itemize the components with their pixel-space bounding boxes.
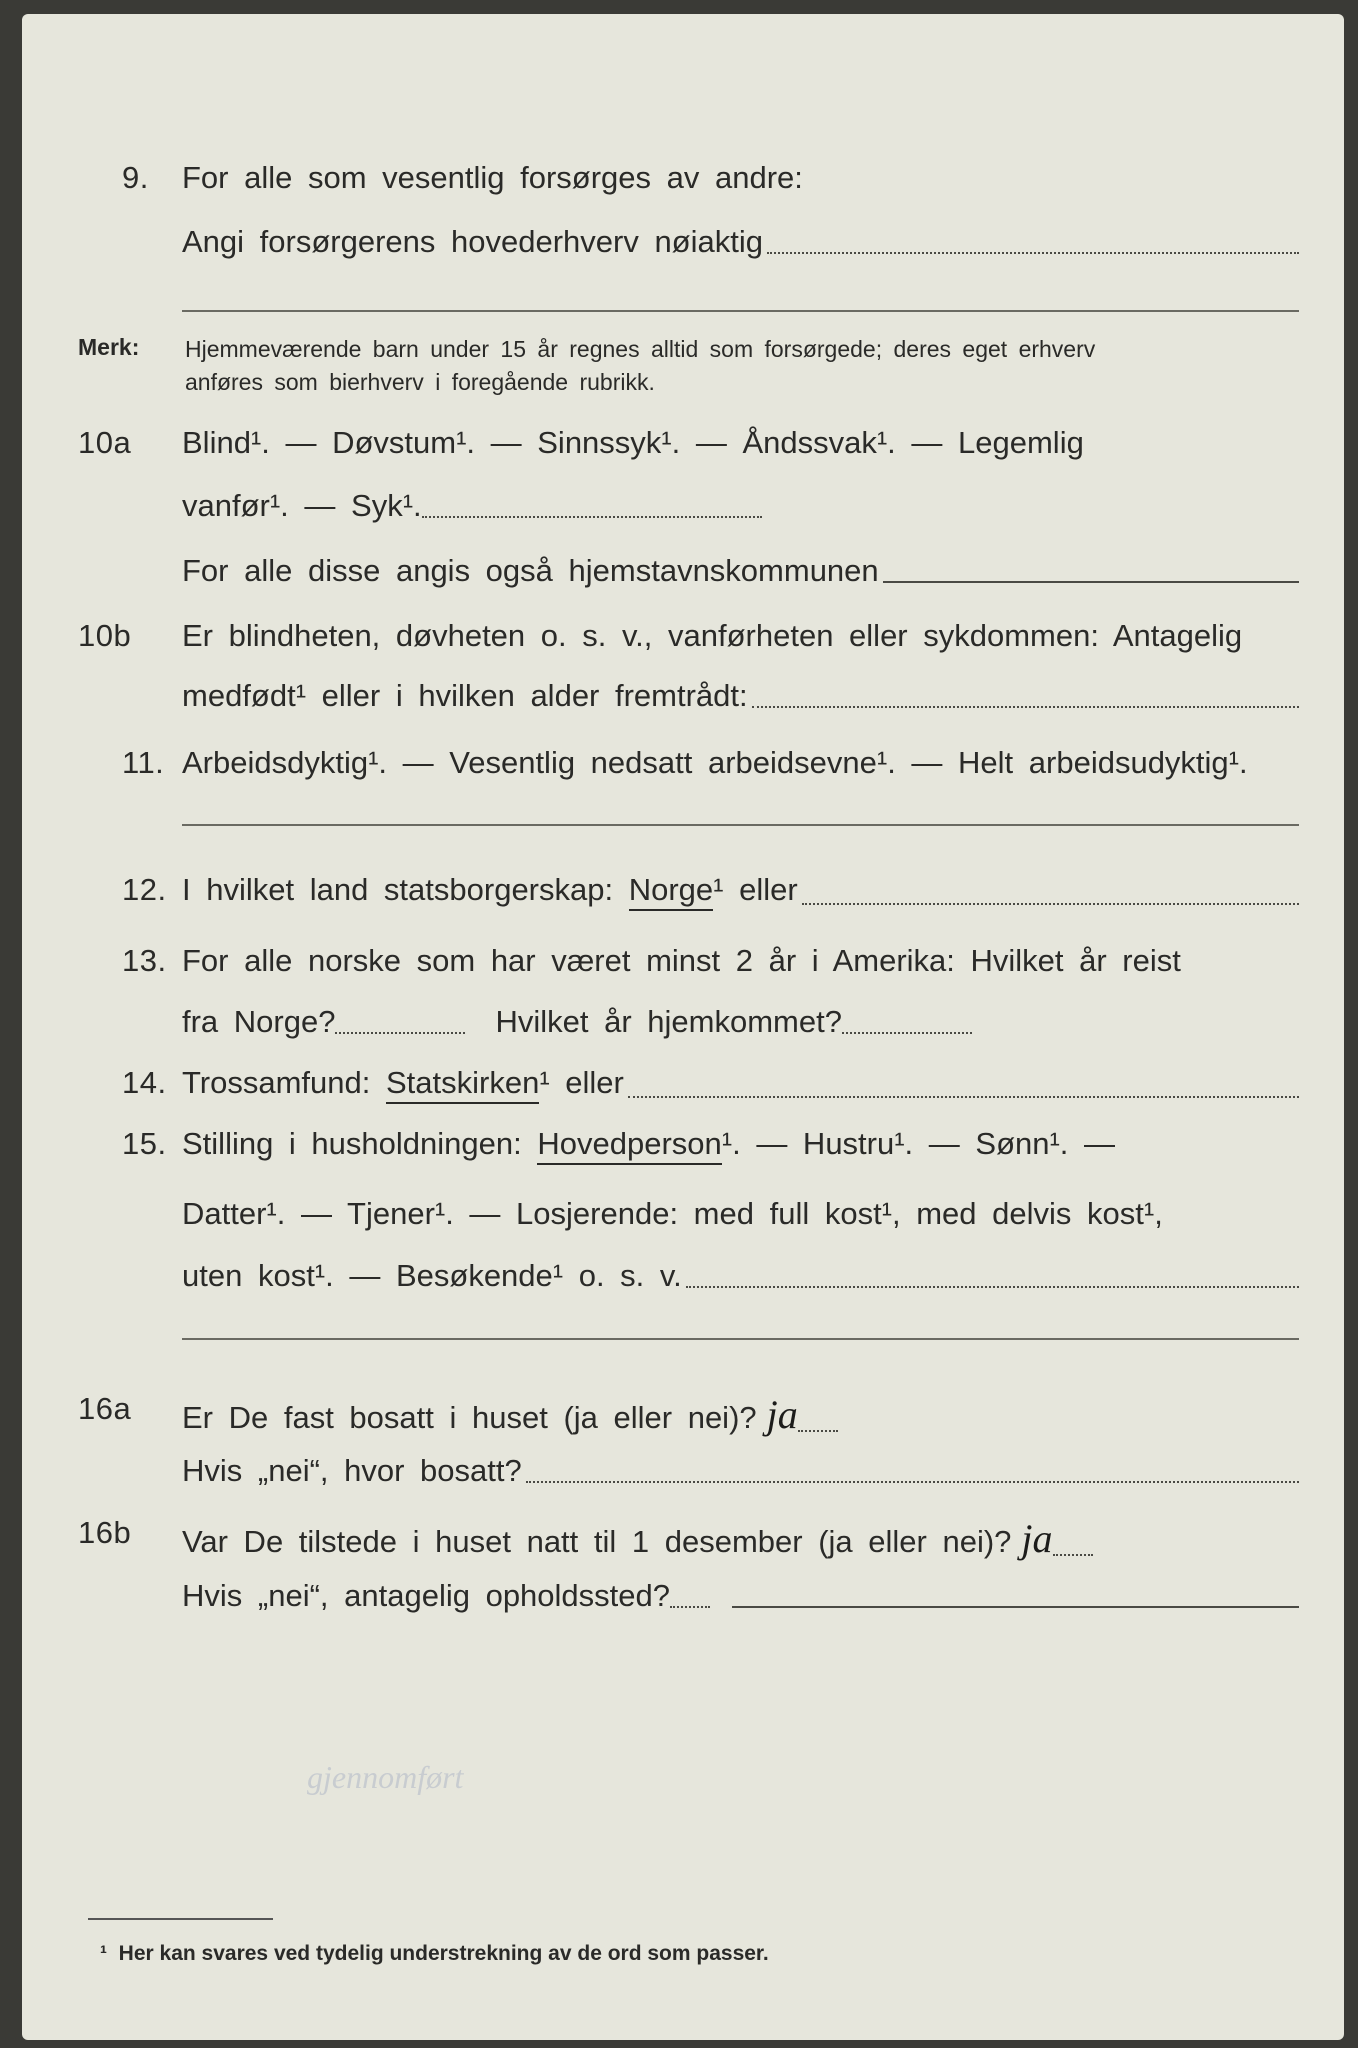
- q14-number: 14.: [122, 1065, 167, 1100]
- q15-answer-field[interactable]: [686, 1285, 1299, 1288]
- q16b-field[interactable]: [1053, 1553, 1093, 1556]
- q15-text2: Datter¹. — Tjener¹. — Losjerende: med full kost¹, med delvis kost¹,: [182, 1196, 1163, 1231]
- q13-number: 13.: [122, 943, 167, 978]
- q15-answer-line[interactable]: [182, 1338, 1299, 1340]
- q10a-hjemstavn-field[interactable]: [883, 580, 1299, 583]
- q15-post: ¹. — Hustru¹. — Sønn¹. —: [721, 1126, 1116, 1161]
- q16b-opholdssted-field[interactable]: [732, 1605, 1299, 1608]
- q14-post: ¹ eller: [539, 1065, 624, 1100]
- q9-number: 9.: [122, 160, 149, 195]
- q11-text: Arbeidsdyktig¹. — Vesentlig nedsatt arbeidsevne¹. — Helt arbeidsudyktig¹.: [182, 745, 1248, 780]
- q16a-handwritten-answer[interactable]: ja: [766, 1392, 798, 1437]
- q9-text2: Angi forsørgerens hovederhverv nøiaktig: [182, 224, 763, 259]
- q9-line2: [182, 224, 1299, 260]
- footnote: [100, 1942, 769, 1966]
- q16b-line1: [182, 1515, 1299, 1562]
- q10a-number: 10a: [78, 425, 132, 460]
- q15-line1: [182, 1126, 1299, 1165]
- q14-text: Trossamfund:: [182, 1065, 371, 1100]
- q13-line1: [182, 943, 1299, 979]
- q10a-text3: For alle disse angis også hjemstavnskommunen: [182, 553, 879, 588]
- q15-number: 15.: [122, 1126, 167, 1161]
- q15-line3: [182, 1258, 1299, 1294]
- q9-answer-field[interactable]: [767, 251, 1299, 254]
- q16a-number: 16a: [78, 1391, 132, 1426]
- q16a-field[interactable]: [798, 1429, 838, 1432]
- q10b-line2: [182, 678, 1299, 714]
- q10b-text: Er blindheten, døvheten o. s. v., vanførheten eller sykdommen: Antagelig: [182, 618, 1243, 653]
- q16b-field-a[interactable]: [670, 1605, 710, 1608]
- q11-line1: [182, 745, 1299, 781]
- q16b-text: Var De tilstede i huset natt til 1 desember (ja eller nei)?: [182, 1524, 1012, 1559]
- q16a-text: Er De fast bosatt i huset (ja eller nei)?: [182, 1400, 757, 1435]
- q14-choice-statskirken-underlined[interactable]: Statskirken: [386, 1065, 539, 1104]
- q10a-line3: [182, 553, 1299, 589]
- q11-number: 11.: [122, 745, 165, 780]
- q15-text3: uten kost¹. — Besøkende¹ o. s. v.: [182, 1258, 682, 1293]
- q16a-line2: [182, 1453, 1299, 1489]
- q12-text: I hvilket land statsborgerskap:: [182, 872, 614, 907]
- q15-choice-hovedperson-underlined[interactable]: Hovedperson: [537, 1126, 721, 1165]
- q10a-line1: [182, 425, 1299, 461]
- q12-line: [182, 872, 1299, 911]
- q16a-text2: Hvis „nei“, hvor bosatt?: [182, 1453, 522, 1488]
- q12-post: ¹ eller: [713, 872, 798, 907]
- divider: [182, 310, 1299, 312]
- q10a-answer-field[interactable]: [422, 515, 762, 518]
- footnote-text: Her kan svares ved tydelig understrekning av de ord som passer.: [118, 1942, 769, 1965]
- q12-number: 12.: [122, 872, 167, 907]
- q10b-answer-field[interactable]: [752, 705, 1299, 708]
- q13-text: For alle norske som har været minst 2 år i Amerika: Hvilket år reist: [182, 943, 1181, 978]
- q10b-text2: medfødt¹ eller i hvilken alder fremtrådt:: [182, 678, 748, 713]
- q13-reist-label: fra Norge?: [182, 1004, 336, 1039]
- merk-line2: anføres som bierhverv i foregående rubrikk.: [185, 369, 655, 395]
- q13-hjemkommet-field[interactable]: [842, 1031, 972, 1034]
- q14-line: [182, 1065, 1299, 1104]
- q16a-line1: [182, 1391, 1299, 1438]
- q10a-text2: vanfør¹. — Syk¹.: [182, 488, 422, 523]
- q13-line2: [182, 1004, 1299, 1040]
- faint-stamp: gjennomført: [307, 1759, 464, 1795]
- q10a-text: Blind¹. — Døvstum¹. — Sinnssyk¹. — Åndssvak¹. — Legemlig: [182, 425, 1084, 460]
- q16b-line2: [182, 1578, 1299, 1614]
- q9-line1: [182, 160, 1299, 196]
- q15-text: Stilling i husholdningen:: [182, 1126, 522, 1161]
- q12-choice-norge-underlined[interactable]: Norge: [629, 872, 713, 911]
- q11-answer-line[interactable]: [182, 824, 1299, 826]
- q10b-number: 10b: [78, 618, 132, 653]
- q16b-text2: Hvis „nei“, antagelig opholdssted?: [182, 1578, 670, 1613]
- q14-answer-field[interactable]: [628, 1095, 1299, 1098]
- q12-answer-field[interactable]: [802, 902, 1299, 905]
- census-form-page: [22, 14, 1344, 2040]
- merk-line1: Hjemmeværende barn under 15 år regnes alltid som forsørgede; deres eget erhverv: [185, 336, 1096, 362]
- merk-label: Merk:: [78, 334, 140, 360]
- q9-text: For alle som vesentlig forsørges av andre:: [182, 160, 803, 195]
- q13-reist-field[interactable]: [335, 1031, 465, 1034]
- footnote-rule: [88, 1918, 273, 1920]
- footnote-mark: ¹: [100, 1942, 107, 1965]
- q16b-handwritten-answer[interactable]: ja: [1021, 1516, 1053, 1561]
- q10a-line2: [182, 488, 1299, 524]
- q15-line2: [182, 1196, 1299, 1232]
- q16a-bosatt-field[interactable]: [526, 1480, 1299, 1483]
- q10b-line1: [182, 618, 1299, 654]
- q13-hjemkommet-label: Hvilket år hjemkommet?: [495, 1004, 842, 1039]
- q16b-number: 16b: [78, 1515, 132, 1550]
